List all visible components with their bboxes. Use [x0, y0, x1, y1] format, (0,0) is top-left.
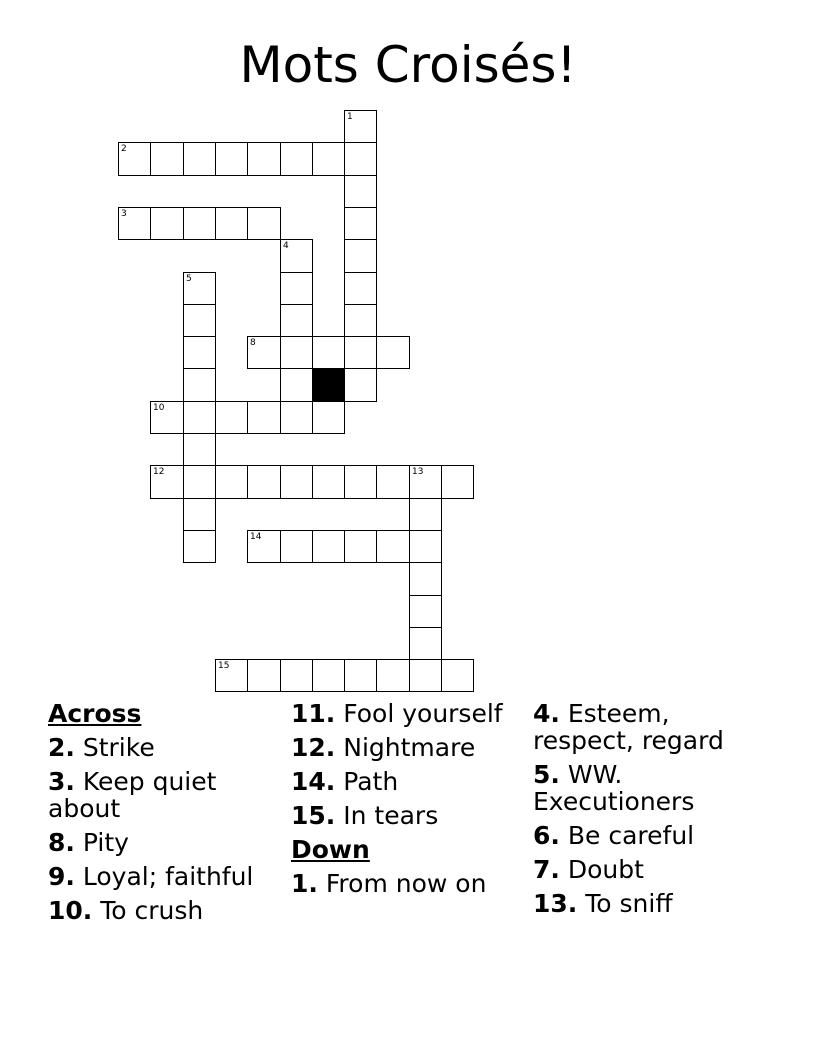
page-title: Mots Croisés! [239, 36, 577, 94]
grid-cell[interactable] [344, 272, 377, 305]
clue-number: 9. [48, 862, 75, 891]
clue-number: 7. [533, 855, 560, 884]
grid-cell[interactable] [247, 142, 281, 176]
grid-cell[interactable] [409, 595, 442, 628]
down-heading: Down [291, 835, 370, 864]
grid-cell[interactable] [215, 659, 248, 692]
grid-cell[interactable] [280, 401, 313, 434]
grid-cell[interactable] [280, 659, 313, 692]
grid-cell[interactable] [409, 659, 442, 692]
grid-cell[interactable] [118, 142, 151, 176]
cell-number: 12 [153, 467, 165, 477]
clue-down-13 [533, 890, 773, 917]
grid-cell[interactable] [409, 562, 442, 596]
clue-down-4 [533, 700, 773, 754]
clue-text: To crush [100, 896, 204, 925]
clue-text: Strike [82, 733, 155, 762]
grid-cell[interactable] [312, 336, 345, 369]
clue-text: Esteem, respect, regard [533, 699, 724, 755]
clue-number: 5. [533, 760, 560, 789]
clue-number: 2. [48, 733, 75, 762]
grid-cell[interactable] [280, 336, 313, 369]
clue-number: 6. [533, 821, 560, 850]
grid-cell[interactable] [215, 465, 248, 499]
clue-text: Loyal; faithful [82, 862, 254, 891]
grid-cell[interactable] [280, 368, 313, 402]
cell-number: 3 [121, 209, 127, 219]
clue-text: From now on [325, 869, 487, 898]
grid-cell[interactable] [183, 368, 216, 402]
clue-text: Fool yourself [343, 699, 503, 728]
clue-across-2 [48, 734, 278, 761]
grid-cell[interactable] [376, 530, 410, 563]
grid-cell[interactable] [280, 465, 313, 499]
grid-cell[interactable] [183, 207, 216, 240]
clue-number: 11. [291, 699, 336, 728]
cell-number: 1 [347, 112, 353, 122]
grid-cell[interactable] [183, 142, 216, 176]
clue-across-8 [48, 829, 278, 856]
grid-cell[interactable] [344, 142, 377, 176]
grid-cell[interactable] [409, 465, 442, 499]
clues-column-2 [291, 700, 521, 904]
cell-number: 14 [250, 532, 262, 542]
grid-cell[interactable] [376, 659, 410, 692]
grid-cell[interactable] [344, 304, 377, 337]
grid-cell[interactable] [344, 207, 377, 240]
grid-cell[interactable] [280, 304, 313, 337]
grid-cell[interactable] [312, 659, 345, 692]
grid-cell[interactable] [344, 530, 377, 563]
clue-number: 15. [291, 801, 336, 830]
clues-column-3 [533, 700, 773, 924]
clue-across-9 [48, 863, 278, 890]
across-heading: Across [48, 699, 142, 728]
clue-down-6 [533, 822, 773, 849]
clue-text: Keep quiet about [48, 767, 217, 823]
grid-cell[interactable] [441, 659, 474, 692]
grid-cell[interactable] [150, 142, 184, 176]
grid-cell[interactable] [344, 368, 377, 402]
clue-number: 13. [533, 889, 578, 918]
grid-cell[interactable] [183, 401, 216, 434]
grid-cell[interactable] [312, 142, 345, 176]
grid-cell[interactable] [247, 207, 281, 240]
grid-cell[interactable] [183, 433, 216, 466]
grid-cell[interactable] [376, 465, 410, 499]
grid-cell[interactable] [183, 498, 216, 531]
grid-cell[interactable] [215, 142, 248, 176]
clue-text: WW. Executioners [533, 760, 695, 816]
grid-cell[interactable] [150, 401, 184, 434]
grid-cell[interactable] [344, 465, 377, 499]
clue-text: Path [343, 767, 399, 796]
grid-cell[interactable] [344, 110, 377, 143]
cell-number: 10 [153, 403, 165, 413]
grid-cell[interactable] [409, 530, 442, 563]
clue-across-11 [291, 700, 521, 727]
clue-across-15 [291, 802, 521, 829]
grid-cell[interactable] [247, 401, 281, 434]
clue-text: In tears [343, 801, 439, 830]
grid-cell[interactable] [344, 336, 377, 369]
grid-cell[interactable] [150, 207, 184, 240]
grid-cell[interactable] [118, 207, 151, 240]
clue-text: To sniff [585, 889, 673, 918]
blocked-cell [312, 368, 345, 402]
cell-number: 2 [121, 144, 127, 154]
grid-cell[interactable] [183, 465, 216, 499]
grid-cell[interactable] [312, 401, 345, 434]
clue-number: 1. [291, 869, 318, 898]
grid-cell[interactable] [280, 530, 313, 563]
cell-number: 4 [283, 241, 289, 251]
grid-cell[interactable] [441, 465, 474, 499]
grid-cell[interactable] [247, 336, 281, 369]
grid-cell[interactable] [344, 175, 377, 208]
grid-cell[interactable] [150, 465, 184, 499]
clue-number: 10. [48, 896, 93, 925]
clue-text: Pity [82, 828, 129, 857]
clue-text: Be careful [567, 821, 695, 850]
clue-number: 14. [291, 767, 336, 796]
cell-number: 13 [412, 467, 424, 477]
clue-down-5 [533, 761, 773, 815]
grid-cell[interactable] [247, 465, 281, 499]
grid-cell[interactable] [280, 142, 313, 176]
grid-cell[interactable] [409, 627, 442, 660]
clue-across-10 [48, 897, 278, 924]
clue-down-1 [291, 870, 521, 897]
clue-across-14 [291, 768, 521, 795]
grid-cell[interactable] [215, 401, 248, 434]
grid-cell[interactable] [280, 272, 313, 305]
grid-cell[interactable] [344, 239, 377, 273]
grid-cell[interactable] [409, 498, 442, 531]
clue-number: 4. [533, 699, 560, 728]
clues-column-1 [48, 700, 278, 931]
grid-cell[interactable] [215, 207, 248, 240]
cell-number: 5 [186, 274, 192, 284]
grid-cell[interactable] [183, 530, 216, 563]
clue-across-3 [48, 768, 278, 822]
clue-number: 3. [48, 767, 75, 796]
clue-across-12 [291, 734, 521, 761]
clue-number: 12. [291, 733, 336, 762]
cell-number: 8 [250, 338, 256, 348]
clue-text: Nightmare [343, 733, 476, 762]
grid-cell[interactable] [376, 336, 410, 369]
clue-number: 8. [48, 828, 75, 857]
grid-cell[interactable] [280, 239, 313, 273]
grid-cell[interactable] [183, 336, 216, 369]
grid-cell[interactable] [344, 659, 377, 692]
cell-number: 15 [218, 661, 230, 671]
grid-cell[interactable] [183, 272, 216, 305]
grid-cell[interactable] [183, 304, 216, 337]
grid-cell[interactable] [247, 659, 281, 692]
grid-cell[interactable] [312, 465, 345, 499]
clue-down-7 [533, 856, 773, 883]
grid-cell[interactable] [312, 530, 345, 563]
grid-cell[interactable] [247, 530, 281, 563]
clue-text: Doubt [567, 855, 644, 884]
